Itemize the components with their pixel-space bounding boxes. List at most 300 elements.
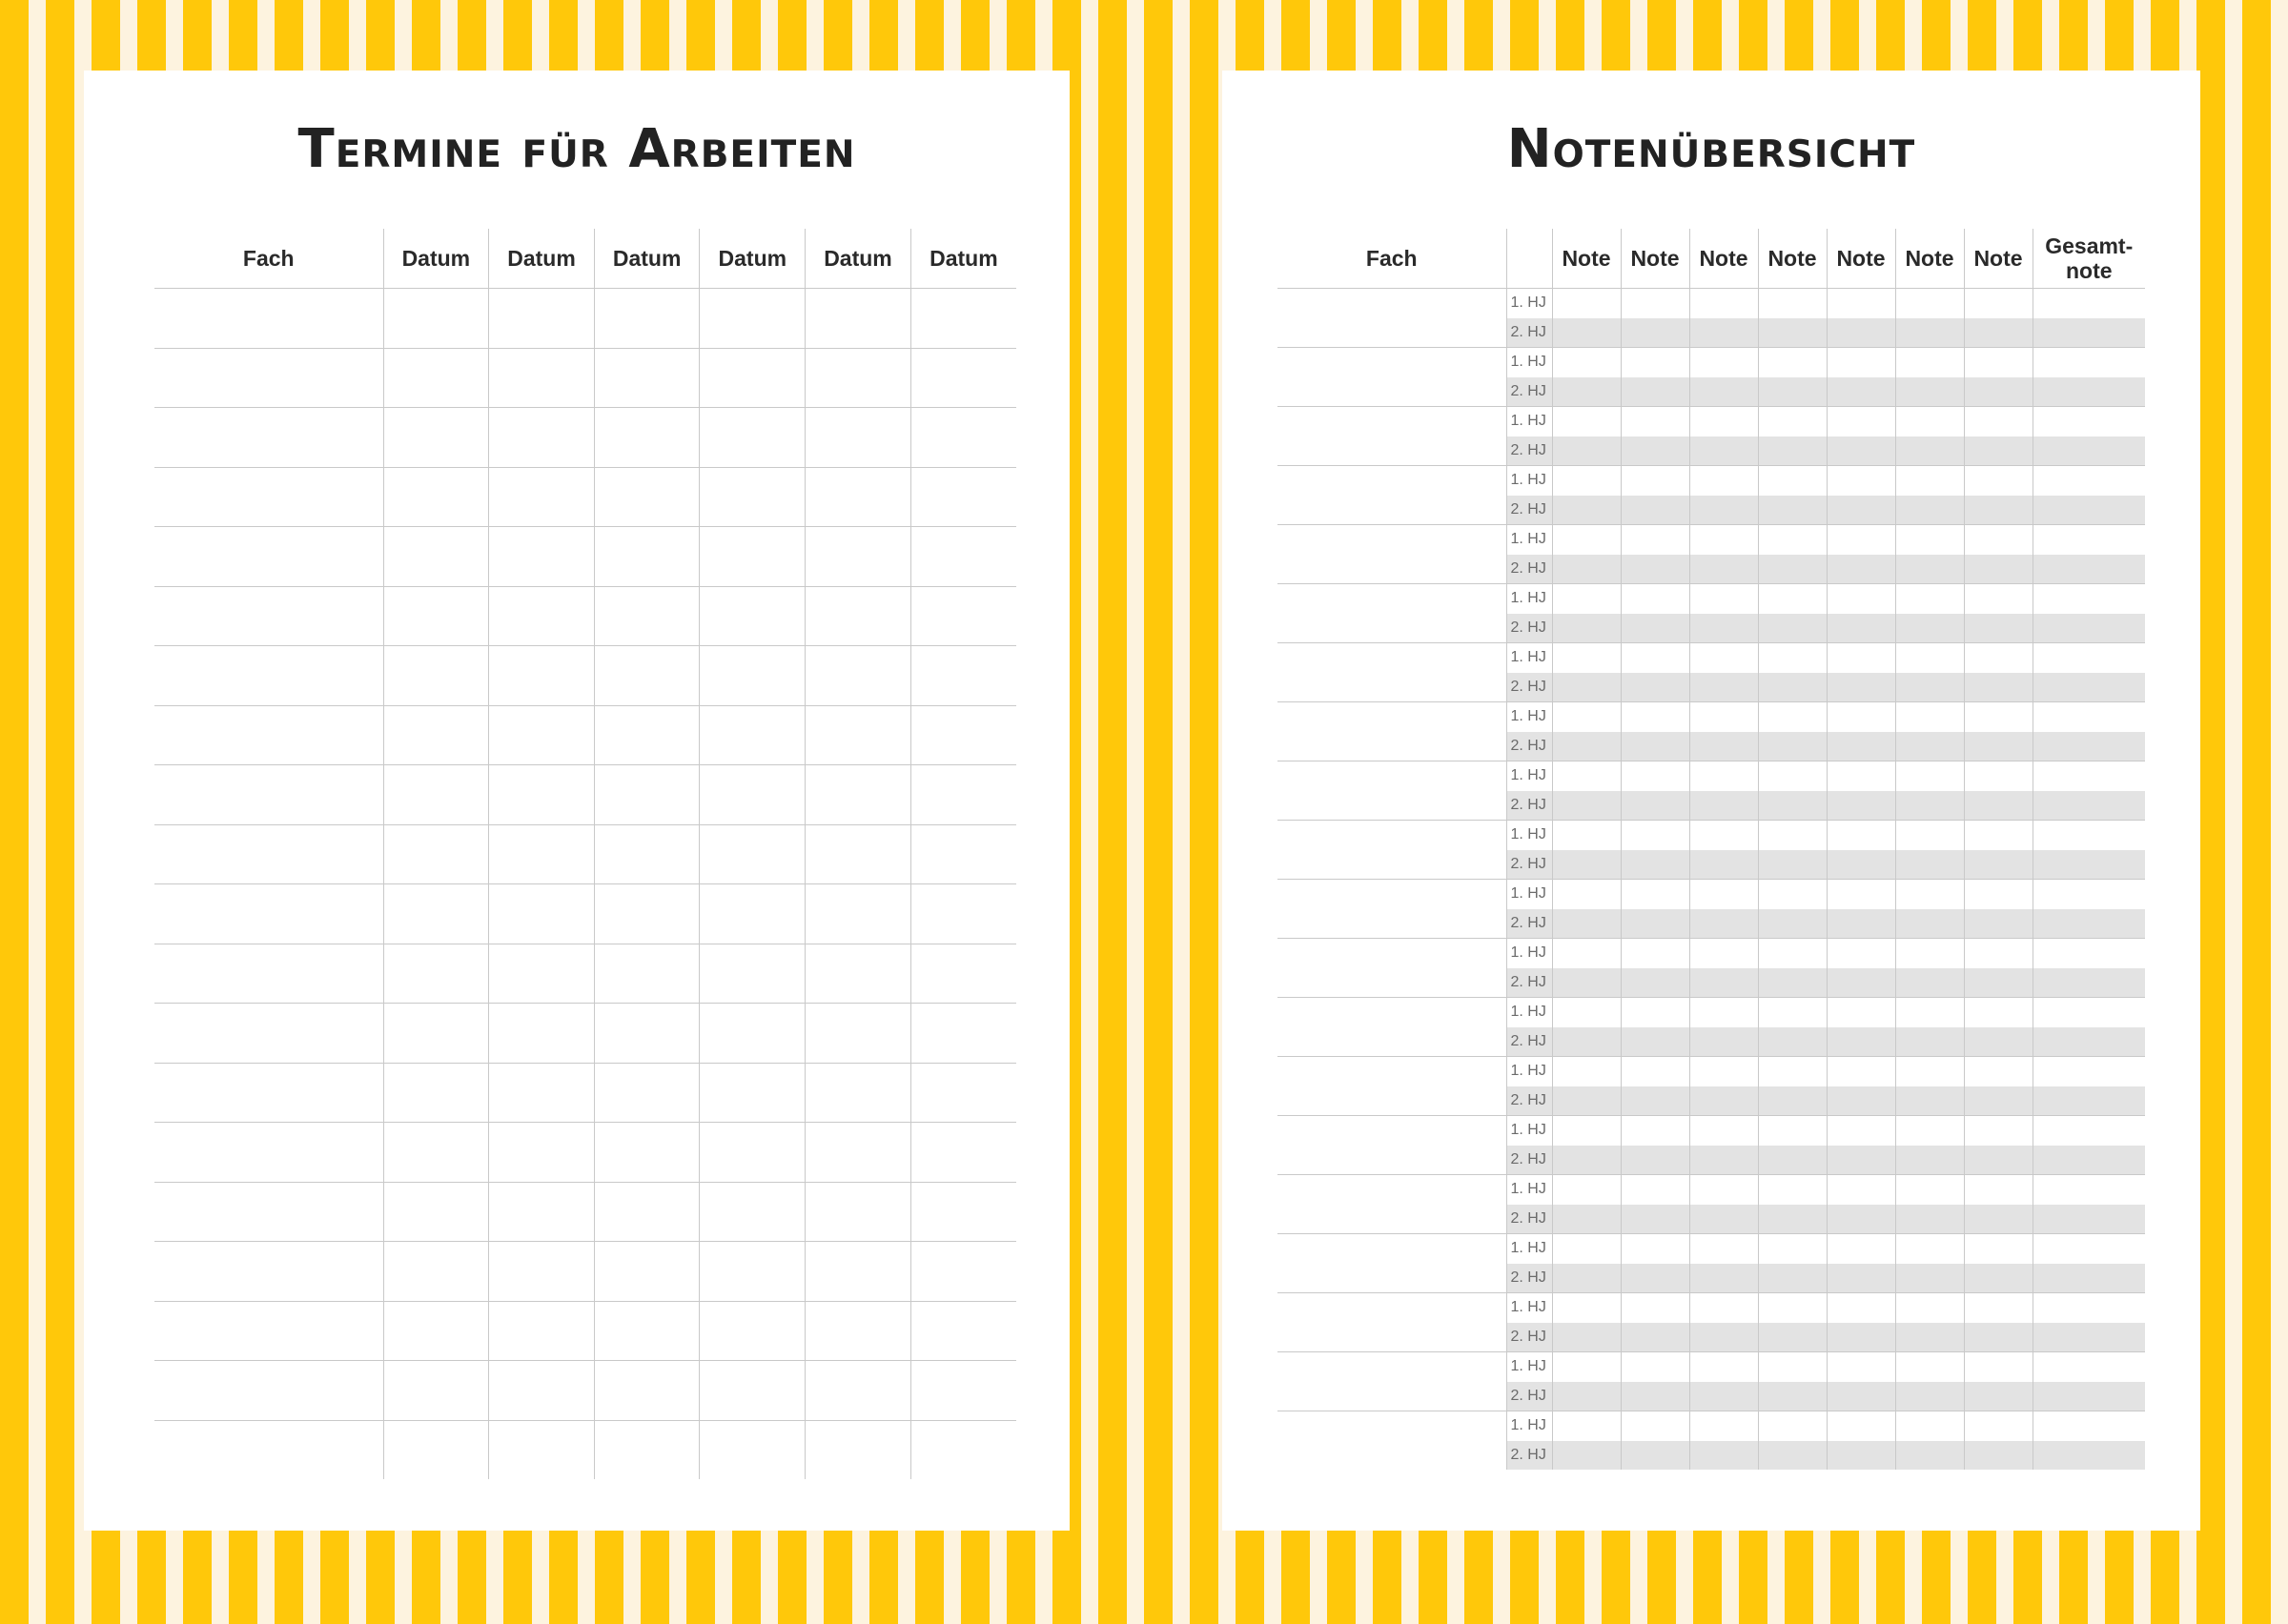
note-cell[interactable]	[1758, 880, 1827, 909]
note-cell[interactable]	[1758, 407, 1827, 436]
datum-cell[interactable]	[910, 1301, 1016, 1361]
note-cell[interactable]	[1621, 998, 1689, 1027]
note-cell[interactable]	[1895, 496, 1964, 525]
note-cell[interactable]	[1964, 1441, 2033, 1471]
note-cell[interactable]	[1689, 525, 1758, 555]
note-cell[interactable]	[1964, 939, 2033, 968]
note-cell[interactable]	[1895, 939, 1964, 968]
note-cell[interactable]	[1758, 1293, 1827, 1323]
note-cell[interactable]	[1827, 555, 1895, 584]
note-cell[interactable]	[1621, 1411, 1689, 1441]
datum-cell[interactable]	[910, 1420, 1016, 1479]
datum-cell[interactable]	[383, 1004, 489, 1064]
note-cell[interactable]	[1964, 643, 2033, 673]
note-cell[interactable]	[1964, 289, 2033, 318]
note-cell[interactable]	[1895, 525, 1964, 555]
note-cell[interactable]	[1827, 821, 1895, 850]
note-cell[interactable]	[1689, 1146, 1758, 1175]
note-cell[interactable]	[1895, 1264, 1964, 1293]
note-cell[interactable]	[1689, 732, 1758, 761]
datum-cell[interactable]	[489, 527, 595, 587]
note-cell[interactable]	[1689, 377, 1758, 407]
note-cell[interactable]	[1758, 377, 1827, 407]
fach-cell[interactable]	[1277, 407, 1506, 466]
datum-cell[interactable]	[489, 408, 595, 468]
note-cell[interactable]	[1827, 1175, 1895, 1205]
note-cell[interactable]	[1758, 968, 1827, 998]
datum-cell[interactable]	[910, 1361, 1016, 1421]
note-cell[interactable]	[1964, 880, 2033, 909]
note-cell[interactable]	[1827, 702, 1895, 732]
datum-cell[interactable]	[383, 527, 489, 587]
fach-cell[interactable]	[1277, 643, 1506, 702]
note-cell[interactable]	[1827, 407, 1895, 436]
datum-cell[interactable]	[489, 348, 595, 408]
note-cell[interactable]	[1689, 1441, 1758, 1471]
gesamtnote-cell[interactable]	[2033, 584, 2145, 614]
gesamtnote-cell[interactable]	[2033, 496, 2145, 525]
note-cell[interactable]	[1827, 880, 1895, 909]
datum-cell[interactable]	[700, 467, 806, 527]
datum-cell[interactable]	[489, 646, 595, 706]
note-cell[interactable]	[1964, 348, 2033, 377]
note-cell[interactable]	[1895, 1234, 1964, 1264]
datum-cell[interactable]	[806, 1242, 911, 1302]
note-cell[interactable]	[1964, 407, 2033, 436]
note-cell[interactable]	[1964, 436, 2033, 466]
gesamtnote-cell[interactable]	[2033, 761, 2145, 791]
datum-cell[interactable]	[594, 1420, 700, 1479]
note-cell[interactable]	[1895, 555, 1964, 584]
datum-cell[interactable]	[806, 1123, 911, 1183]
note-cell[interactable]	[1964, 1264, 2033, 1293]
datum-cell[interactable]	[806, 1361, 911, 1421]
note-cell[interactable]	[1621, 584, 1689, 614]
note-cell[interactable]	[1689, 850, 1758, 880]
datum-cell[interactable]	[806, 586, 911, 646]
fach-cell[interactable]	[154, 884, 383, 944]
note-cell[interactable]	[1895, 880, 1964, 909]
datum-cell[interactable]	[806, 1420, 911, 1479]
gesamtnote-cell[interactable]	[2033, 1382, 2145, 1411]
note-cell[interactable]	[1552, 466, 1621, 496]
note-cell[interactable]	[1827, 1441, 1895, 1471]
datum-cell[interactable]	[594, 586, 700, 646]
fach-cell[interactable]	[154, 348, 383, 408]
note-cell[interactable]	[1621, 1234, 1689, 1264]
note-cell[interactable]	[1758, 850, 1827, 880]
note-cell[interactable]	[1552, 555, 1621, 584]
datum-cell[interactable]	[383, 1361, 489, 1421]
note-cell[interactable]	[1758, 1441, 1827, 1471]
datum-cell[interactable]	[594, 1301, 700, 1361]
note-cell[interactable]	[1964, 318, 2033, 348]
note-cell[interactable]	[1827, 1382, 1895, 1411]
note-cell[interactable]	[1827, 1234, 1895, 1264]
note-cell[interactable]	[1895, 1027, 1964, 1057]
note-cell[interactable]	[1552, 998, 1621, 1027]
note-cell[interactable]	[1895, 1175, 1964, 1205]
datum-cell[interactable]	[806, 1063, 911, 1123]
note-cell[interactable]	[1827, 1411, 1895, 1441]
fach-cell[interactable]	[1277, 702, 1506, 761]
note-cell[interactable]	[1827, 466, 1895, 496]
fach-cell[interactable]	[154, 1242, 383, 1302]
note-cell[interactable]	[1758, 939, 1827, 968]
note-cell[interactable]	[1964, 1027, 2033, 1057]
note-cell[interactable]	[1895, 850, 1964, 880]
note-cell[interactable]	[1827, 496, 1895, 525]
note-cell[interactable]	[1827, 289, 1895, 318]
datum-cell[interactable]	[383, 1063, 489, 1123]
note-cell[interactable]	[1827, 318, 1895, 348]
note-cell[interactable]	[1827, 968, 1895, 998]
datum-cell[interactable]	[910, 348, 1016, 408]
note-cell[interactable]	[1689, 555, 1758, 584]
note-cell[interactable]	[1964, 850, 2033, 880]
datum-cell[interactable]	[910, 1182, 1016, 1242]
note-cell[interactable]	[1621, 377, 1689, 407]
fach-cell[interactable]	[154, 289, 383, 349]
note-cell[interactable]	[1552, 909, 1621, 939]
note-cell[interactable]	[1621, 525, 1689, 555]
note-cell[interactable]	[1827, 1264, 1895, 1293]
note-cell[interactable]	[1895, 289, 1964, 318]
note-cell[interactable]	[1827, 1205, 1895, 1234]
datum-cell[interactable]	[910, 944, 1016, 1004]
note-cell[interactable]	[1552, 525, 1621, 555]
note-cell[interactable]	[1895, 1441, 1964, 1471]
note-cell[interactable]	[1689, 318, 1758, 348]
note-cell[interactable]	[1827, 1146, 1895, 1175]
note-cell[interactable]	[1689, 1382, 1758, 1411]
note-cell[interactable]	[1552, 821, 1621, 850]
note-cell[interactable]	[1827, 584, 1895, 614]
note-cell[interactable]	[1552, 880, 1621, 909]
fach-cell[interactable]	[1277, 466, 1506, 525]
datum-cell[interactable]	[910, 1123, 1016, 1183]
datum-cell[interactable]	[806, 348, 911, 408]
datum-cell[interactable]	[700, 1420, 806, 1479]
datum-cell[interactable]	[594, 944, 700, 1004]
note-cell[interactable]	[1964, 673, 2033, 702]
datum-cell[interactable]	[700, 765, 806, 825]
note-cell[interactable]	[1895, 1205, 1964, 1234]
datum-cell[interactable]	[700, 646, 806, 706]
datum-cell[interactable]	[700, 944, 806, 1004]
datum-cell[interactable]	[910, 467, 1016, 527]
note-cell[interactable]	[1689, 673, 1758, 702]
datum-cell[interactable]	[383, 884, 489, 944]
fach-cell[interactable]	[154, 1123, 383, 1183]
fach-cell[interactable]	[154, 527, 383, 587]
datum-cell[interactable]	[806, 824, 911, 884]
note-cell[interactable]	[1621, 1382, 1689, 1411]
note-cell[interactable]	[1827, 998, 1895, 1027]
note-cell[interactable]	[1827, 377, 1895, 407]
datum-cell[interactable]	[806, 646, 911, 706]
gesamtnote-cell[interactable]	[2033, 1146, 2145, 1175]
note-cell[interactable]	[1552, 407, 1621, 436]
fach-cell[interactable]	[1277, 761, 1506, 821]
fach-cell[interactable]	[1277, 1234, 1506, 1293]
note-cell[interactable]	[1552, 1234, 1621, 1264]
datum-cell[interactable]	[594, 1242, 700, 1302]
fach-cell[interactable]	[154, 1361, 383, 1421]
note-cell[interactable]	[1689, 1264, 1758, 1293]
note-cell[interactable]	[1552, 1411, 1621, 1441]
gesamtnote-cell[interactable]	[2033, 1057, 2145, 1086]
note-cell[interactable]	[1827, 436, 1895, 466]
note-cell[interactable]	[1827, 850, 1895, 880]
note-cell[interactable]	[1827, 1086, 1895, 1116]
datum-cell[interactable]	[489, 1361, 595, 1421]
datum-cell[interactable]	[910, 289, 1016, 349]
note-cell[interactable]	[1689, 702, 1758, 732]
datum-cell[interactable]	[383, 289, 489, 349]
note-cell[interactable]	[1621, 968, 1689, 998]
datum-cell[interactable]	[489, 824, 595, 884]
note-cell[interactable]	[1758, 348, 1827, 377]
datum-cell[interactable]	[594, 527, 700, 587]
gesamtnote-cell[interactable]	[2033, 1027, 2145, 1057]
note-cell[interactable]	[1895, 466, 1964, 496]
note-cell[interactable]	[1689, 584, 1758, 614]
note-cell[interactable]	[1552, 348, 1621, 377]
datum-cell[interactable]	[594, 1182, 700, 1242]
datum-cell[interactable]	[594, 1004, 700, 1064]
note-cell[interactable]	[1964, 377, 2033, 407]
note-cell[interactable]	[1621, 1086, 1689, 1116]
note-cell[interactable]	[1552, 1116, 1621, 1146]
note-cell[interactable]	[1758, 1234, 1827, 1264]
datum-cell[interactable]	[700, 348, 806, 408]
note-cell[interactable]	[1964, 1293, 2033, 1323]
note-cell[interactable]	[1689, 1293, 1758, 1323]
note-cell[interactable]	[1758, 761, 1827, 791]
note-cell[interactable]	[1895, 318, 1964, 348]
note-cell[interactable]	[1689, 939, 1758, 968]
note-cell[interactable]	[1827, 348, 1895, 377]
note-cell[interactable]	[1758, 821, 1827, 850]
note-cell[interactable]	[1964, 1086, 2033, 1116]
datum-cell[interactable]	[489, 1301, 595, 1361]
gesamtnote-cell[interactable]	[2033, 436, 2145, 466]
note-cell[interactable]	[1964, 1234, 2033, 1264]
note-cell[interactable]	[1895, 348, 1964, 377]
gesamtnote-cell[interactable]	[2033, 289, 2145, 318]
note-cell[interactable]	[1621, 1264, 1689, 1293]
note-cell[interactable]	[1758, 909, 1827, 939]
note-cell[interactable]	[1758, 525, 1827, 555]
note-cell[interactable]	[1964, 1352, 2033, 1382]
datum-cell[interactable]	[806, 1182, 911, 1242]
datum-cell[interactable]	[700, 1004, 806, 1064]
note-cell[interactable]	[1827, 761, 1895, 791]
datum-cell[interactable]	[910, 646, 1016, 706]
datum-cell[interactable]	[489, 884, 595, 944]
note-cell[interactable]	[1964, 1205, 2033, 1234]
note-cell[interactable]	[1621, 1175, 1689, 1205]
datum-cell[interactable]	[594, 705, 700, 765]
datum-cell[interactable]	[806, 1004, 911, 1064]
datum-cell[interactable]	[806, 884, 911, 944]
note-cell[interactable]	[1621, 348, 1689, 377]
datum-cell[interactable]	[806, 527, 911, 587]
note-cell[interactable]	[1552, 968, 1621, 998]
datum-cell[interactable]	[594, 467, 700, 527]
note-cell[interactable]	[1689, 1411, 1758, 1441]
note-cell[interactable]	[1621, 702, 1689, 732]
note-cell[interactable]	[1621, 1352, 1689, 1382]
note-cell[interactable]	[1964, 821, 2033, 850]
datum-cell[interactable]	[910, 1004, 1016, 1064]
note-cell[interactable]	[1621, 1057, 1689, 1086]
note-cell[interactable]	[1689, 436, 1758, 466]
datum-cell[interactable]	[489, 1420, 595, 1479]
fach-cell[interactable]	[154, 646, 383, 706]
note-cell[interactable]	[1689, 821, 1758, 850]
datum-cell[interactable]	[700, 1242, 806, 1302]
note-cell[interactable]	[1827, 791, 1895, 821]
note-cell[interactable]	[1621, 1441, 1689, 1471]
gesamtnote-cell[interactable]	[2033, 466, 2145, 496]
note-cell[interactable]	[1895, 998, 1964, 1027]
note-cell[interactable]	[1827, 732, 1895, 761]
note-cell[interactable]	[1895, 968, 1964, 998]
datum-cell[interactable]	[700, 1301, 806, 1361]
datum-cell[interactable]	[489, 705, 595, 765]
note-cell[interactable]	[1964, 496, 2033, 525]
note-cell[interactable]	[1621, 466, 1689, 496]
note-cell[interactable]	[1895, 1411, 1964, 1441]
fach-cell[interactable]	[1277, 1116, 1506, 1175]
fach-cell[interactable]	[1277, 821, 1506, 880]
datum-cell[interactable]	[700, 408, 806, 468]
note-cell[interactable]	[1689, 1086, 1758, 1116]
note-cell[interactable]	[1689, 1323, 1758, 1352]
note-cell[interactable]	[1621, 1146, 1689, 1175]
fach-cell[interactable]	[1277, 348, 1506, 407]
gesamtnote-cell[interactable]	[2033, 1205, 2145, 1234]
fach-cell[interactable]	[154, 765, 383, 825]
note-cell[interactable]	[1827, 614, 1895, 643]
note-cell[interactable]	[1621, 939, 1689, 968]
fach-cell[interactable]	[154, 1063, 383, 1123]
datum-cell[interactable]	[489, 1063, 595, 1123]
note-cell[interactable]	[1552, 1175, 1621, 1205]
datum-cell[interactable]	[700, 705, 806, 765]
note-cell[interactable]	[1689, 761, 1758, 791]
datum-cell[interactable]	[594, 408, 700, 468]
gesamtnote-cell[interactable]	[2033, 614, 2145, 643]
note-cell[interactable]	[1895, 732, 1964, 761]
datum-cell[interactable]	[383, 1123, 489, 1183]
datum-cell[interactable]	[594, 1361, 700, 1421]
note-cell[interactable]	[1964, 555, 2033, 584]
note-cell[interactable]	[1621, 850, 1689, 880]
note-cell[interactable]	[1895, 909, 1964, 939]
note-cell[interactable]	[1895, 614, 1964, 643]
datum-cell[interactable]	[910, 1063, 1016, 1123]
note-cell[interactable]	[1552, 939, 1621, 968]
gesamtnote-cell[interactable]	[2033, 968, 2145, 998]
note-cell[interactable]	[1552, 614, 1621, 643]
note-cell[interactable]	[1552, 791, 1621, 821]
note-cell[interactable]	[1552, 1146, 1621, 1175]
note-cell[interactable]	[1758, 1411, 1827, 1441]
note-cell[interactable]	[1895, 1057, 1964, 1086]
note-cell[interactable]	[1689, 1234, 1758, 1264]
note-cell[interactable]	[1895, 436, 1964, 466]
datum-cell[interactable]	[383, 467, 489, 527]
note-cell[interactable]	[1552, 1382, 1621, 1411]
note-cell[interactable]	[1964, 1323, 2033, 1352]
note-cell[interactable]	[1621, 673, 1689, 702]
note-cell[interactable]	[1895, 584, 1964, 614]
gesamtnote-cell[interactable]	[2033, 1352, 2145, 1382]
note-cell[interactable]	[1758, 643, 1827, 673]
note-cell[interactable]	[1827, 1293, 1895, 1323]
datum-cell[interactable]	[489, 586, 595, 646]
note-cell[interactable]	[1621, 909, 1689, 939]
note-cell[interactable]	[1758, 1146, 1827, 1175]
gesamtnote-cell[interactable]	[2033, 821, 2145, 850]
gesamtnote-cell[interactable]	[2033, 1234, 2145, 1264]
note-cell[interactable]	[1689, 791, 1758, 821]
datum-cell[interactable]	[383, 944, 489, 1004]
note-cell[interactable]	[1827, 909, 1895, 939]
datum-cell[interactable]	[489, 765, 595, 825]
note-cell[interactable]	[1758, 1057, 1827, 1086]
note-cell[interactable]	[1621, 761, 1689, 791]
datum-cell[interactable]	[383, 348, 489, 408]
fach-cell[interactable]	[1277, 1175, 1506, 1234]
datum-cell[interactable]	[383, 824, 489, 884]
datum-cell[interactable]	[910, 1242, 1016, 1302]
gesamtnote-cell[interactable]	[2033, 643, 2145, 673]
note-cell[interactable]	[1895, 673, 1964, 702]
note-cell[interactable]	[1758, 1175, 1827, 1205]
fach-cell[interactable]	[1277, 584, 1506, 643]
gesamtnote-cell[interactable]	[2033, 1175, 2145, 1205]
note-cell[interactable]	[1621, 1293, 1689, 1323]
fach-cell[interactable]	[1277, 289, 1506, 348]
datum-cell[interactable]	[383, 408, 489, 468]
datum-cell[interactable]	[806, 467, 911, 527]
note-cell[interactable]	[1552, 643, 1621, 673]
note-cell[interactable]	[1621, 289, 1689, 318]
note-cell[interactable]	[1895, 761, 1964, 791]
note-cell[interactable]	[1689, 1205, 1758, 1234]
note-cell[interactable]	[1964, 525, 2033, 555]
datum-cell[interactable]	[489, 1182, 595, 1242]
note-cell[interactable]	[1552, 1057, 1621, 1086]
note-cell[interactable]	[1621, 496, 1689, 525]
note-cell[interactable]	[1895, 791, 1964, 821]
datum-cell[interactable]	[383, 1242, 489, 1302]
note-cell[interactable]	[1758, 1264, 1827, 1293]
note-cell[interactable]	[1758, 555, 1827, 584]
note-cell[interactable]	[1689, 466, 1758, 496]
gesamtnote-cell[interactable]	[2033, 1086, 2145, 1116]
datum-cell[interactable]	[700, 824, 806, 884]
gesamtnote-cell[interactable]	[2033, 1116, 2145, 1146]
fach-cell[interactable]	[154, 408, 383, 468]
note-cell[interactable]	[1964, 968, 2033, 998]
note-cell[interactable]	[1621, 436, 1689, 466]
datum-cell[interactable]	[383, 1420, 489, 1479]
